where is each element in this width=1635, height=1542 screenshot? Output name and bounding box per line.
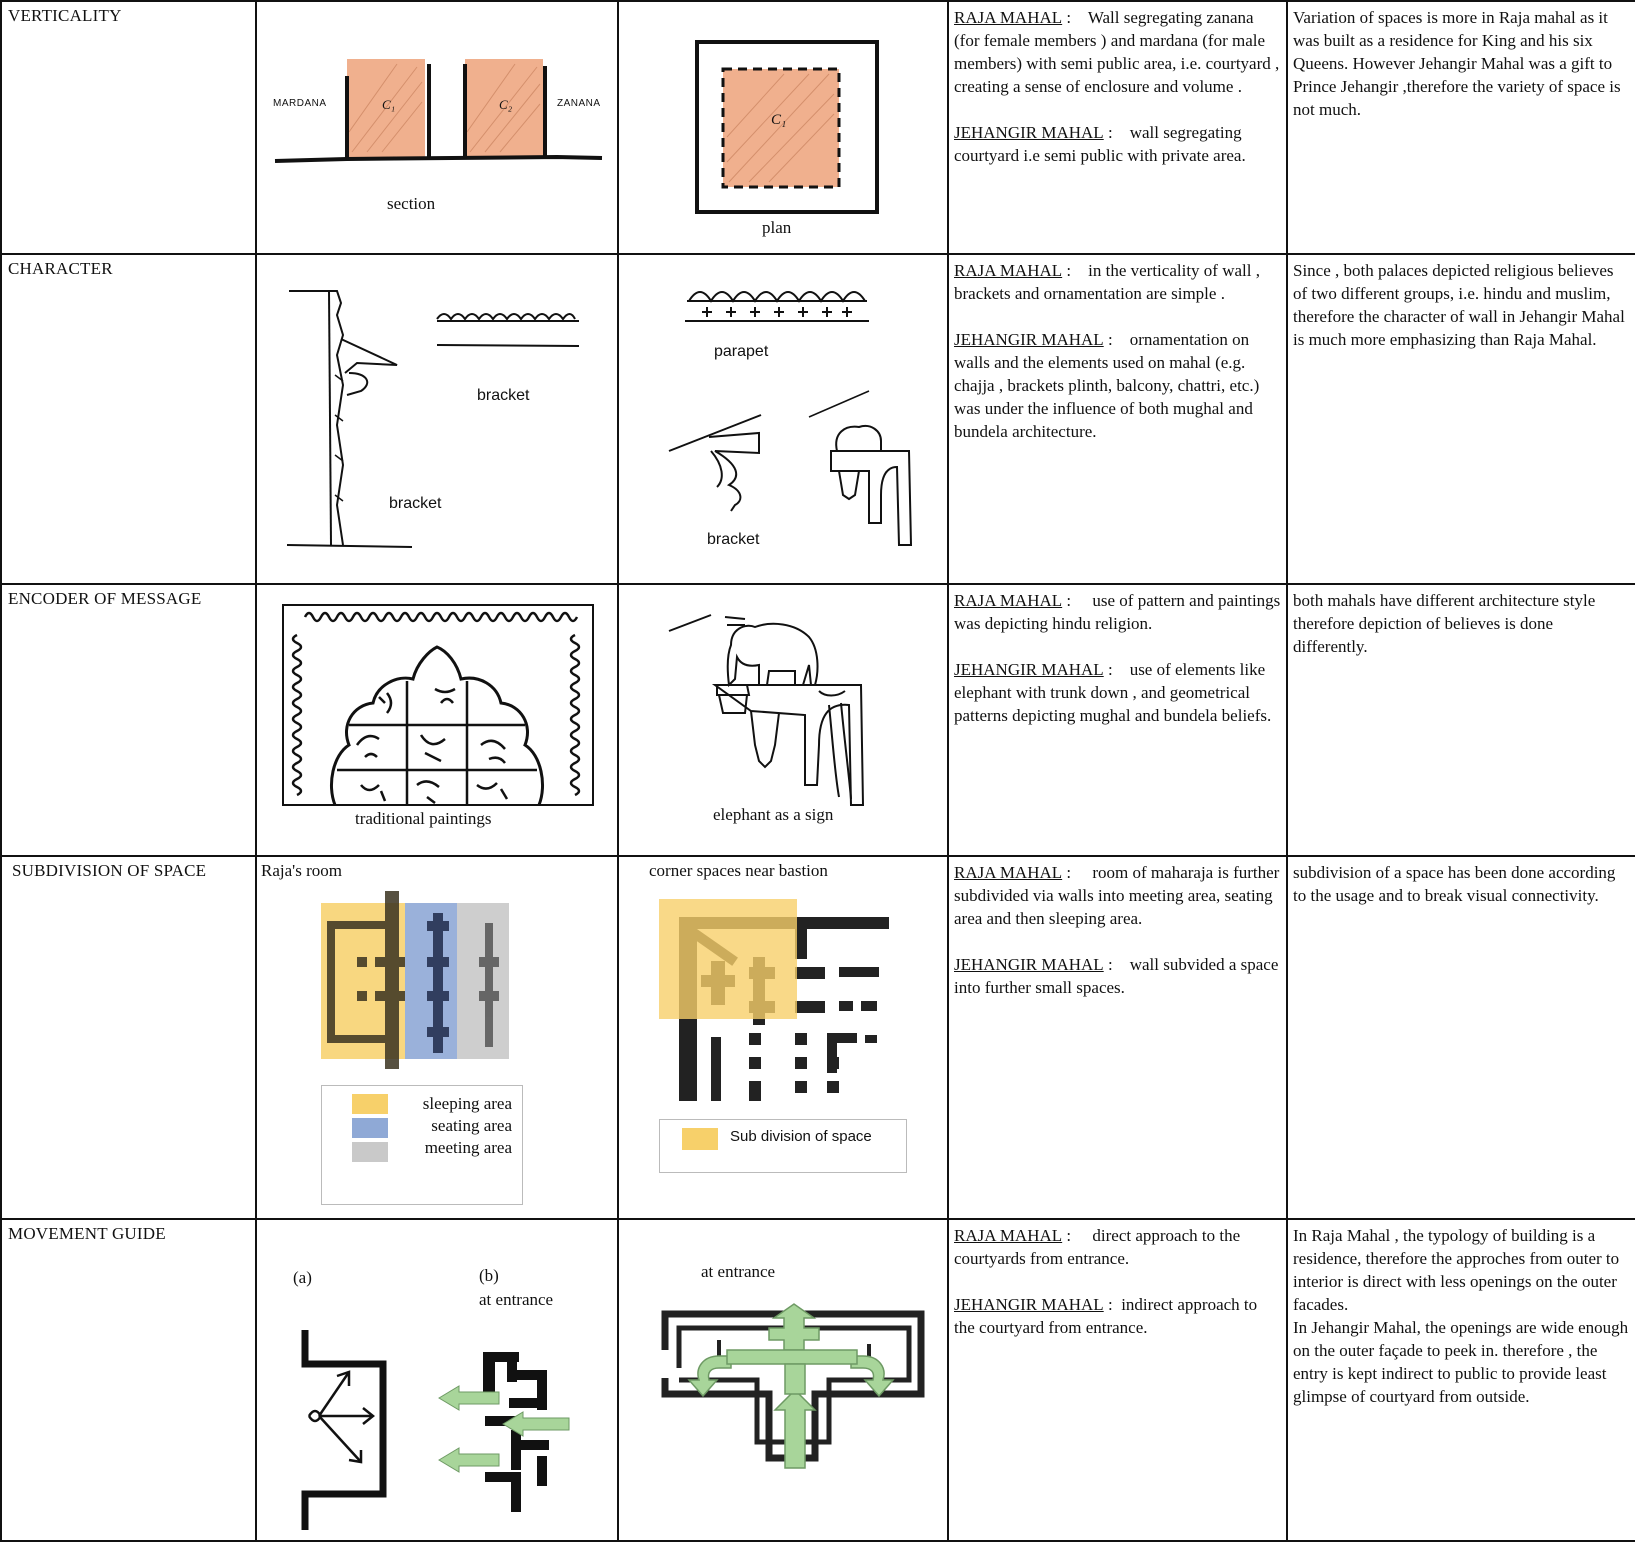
- movement-figure-cell: [256, 1219, 618, 1541]
- bracket-caption: bracket: [707, 531, 760, 548]
- figure-caption: traditional paintings: [355, 809, 492, 828]
- seating-area-swatch: [352, 1118, 388, 1138]
- description-text: RAJA MAHAL : Wall segregating zanana (for female members ) and mardana (for male members) with semi public area, i.e. courtyard , creating a sense of enclosure and volume . JEHANGIR MAHAL : wall segregating courtyard i.e semi public with private area.: [954, 8, 1280, 165]
- legend-label: meeting area: [424, 1138, 512, 1157]
- painting-figure-cell: [256, 584, 618, 856]
- row-header: MOVEMENT GUIDE: [8, 1224, 166, 1243]
- comparison-text: Variation of spaces is more in Raja mahal as it was built as a residence for King and his six Queens. However Jehangir Mahal was a gift to Prince Jehangir ,therefore the variety of space is not much.: [1293, 8, 1621, 119]
- raja-mahal-title: RAJA MAHAL: [954, 1226, 1063, 1245]
- comparison-text: subdivision of a space has been done according to the usage and to break visual connectivity.: [1293, 863, 1616, 905]
- legend: [321, 1085, 523, 1205]
- jehangir-mahal-text: ornamentation on walls and the elements used on mahal (e.g. chajja , brackets plinth, balcony, chattri, etc.) was under the influence of both mughal and bundela architecture.: [954, 330, 1260, 441]
- figure-caption: at entrance: [701, 1262, 776, 1281]
- figure-caption: at entrance: [479, 1290, 554, 1309]
- jehangir-mahal-title: JEHANGIR MAHAL: [954, 1295, 1104, 1314]
- entrance-movement-figure-cell: [618, 1219, 948, 1541]
- row-header: CHARACTER: [8, 259, 113, 278]
- zanana-label: ZANANA: [557, 98, 601, 109]
- jehangir-mahal-text: wall segregating courtyard i.e semi public with private area.: [954, 123, 1246, 165]
- mardana-label: MARDANA: [273, 98, 327, 109]
- parapet-caption: parapet: [714, 343, 769, 360]
- comparison-text: Since , both palaces depicted religious believes of two different groups, i.e. hindu and muslim, therefore the character of wall in Jehangir Mahal is much more emphasizing than Raja Mahal.: [1293, 261, 1625, 349]
- subdivision-swatch: [682, 1128, 718, 1150]
- figure-caption: section: [387, 194, 436, 213]
- movement-plans: [257, 1220, 618, 1541]
- raja-mahal-text: room of maharaja is further subdivided via walls into meeting area, seating area and then sleeping area.: [954, 863, 1280, 928]
- raja-mahal-text: Wall segregating zanana (for female members ) and mardana (for male members) with semi public area, i.e. courtyard , creating a sense of enclosure and volume .: [954, 8, 1280, 96]
- corner-spaces-figure-cell: [618, 856, 948, 1219]
- parapet-bracket-figure-cell: [618, 254, 948, 584]
- raja-mahal-text: direct approach to the courtyards from entrance.: [954, 1226, 1241, 1268]
- jehangir-mahal-title: JEHANGIR MAHAL: [954, 330, 1104, 349]
- description-text: RAJA MAHAL : in the verticality of wall , brackets and ornamentation are simple . JEHANGIR MAHAL : ornamentation on walls and the elements used on mahal (e.g. chajja , brackets plinth, balcony, chattri, etc.) was under the influence of both mughal and bundela architecture.: [954, 261, 1260, 441]
- table-row-movement-guide: [1, 1219, 1635, 1541]
- bracket-caption: bracket: [389, 495, 442, 512]
- description-text: RAJA MAHAL : use of pattern and paintings was depicting hindu religion. JEHANGIR MAHAL : use of elements like elephant with trunk down , and geometrical patterns depicting mughal and bundela beliefs.: [954, 591, 1281, 725]
- section-figure-cell: [256, 1, 618, 254]
- jehangir-mahal-text: wall subvided a space into further small spaces.: [954, 955, 1279, 997]
- description-text: RAJA MAHAL : direct approach to the courtyards from entrance. JEHANGIR MAHAL : indirect approach to the courtyard from entrance.: [954, 1226, 1258, 1337]
- raja-mahal-title: RAJA MAHAL: [954, 261, 1063, 280]
- table-row-verticality: [1, 1, 1635, 254]
- wall-bracket-sketch: [257, 255, 618, 584]
- legend-label: sleeping area: [422, 1094, 512, 1113]
- entrance-movement-plan: [619, 1220, 948, 1541]
- bracket-caption: bracket: [477, 387, 530, 404]
- jehangir-mahal-title: JEHANGIR MAHAL: [954, 123, 1104, 142]
- label-b: (b): [479, 1266, 499, 1285]
- table-row-subdivision-of-space: [1, 856, 1635, 1219]
- legend-label: Sub division of space: [730, 1128, 872, 1145]
- legend-label: seating area: [431, 1116, 512, 1135]
- table-row-encoder-of-message: [1, 584, 1635, 856]
- jehangir-mahal-title: JEHANGIR MAHAL: [954, 660, 1104, 679]
- raja-mahal-text: use of pattern and paintings was depicting hindu religion.: [954, 591, 1281, 633]
- elephant-figure-cell: [618, 584, 948, 856]
- raja-mahal-title: RAJA MAHAL: [954, 591, 1063, 610]
- raja-mahal-title: RAJA MAHAL: [954, 8, 1063, 27]
- label-a: (a): [293, 1268, 312, 1287]
- row-header: VERTICALITY: [8, 6, 122, 25]
- courtyard-c1-label: C₁: [382, 97, 396, 112]
- comparison-text: In Raja Mahal , the typology of building is a residence, therefore the approches from outer to interior is direct with less openings on the outer facades. In Jehangir Mahal, the openings are wide enough on the outer façade to peek in. therefore , the entry is kept indirect to public to provide least glimpse of courtyard from outside.: [1293, 1226, 1629, 1406]
- figure-caption: plan: [762, 218, 792, 237]
- courtyard-c1-label: C₁: [771, 112, 787, 128]
- parapet-bracket-sketch: [619, 255, 948, 584]
- figure-title: corner spaces near bastion: [649, 861, 828, 880]
- sleeping-area-swatch: [352, 1094, 388, 1114]
- legend: [659, 1119, 907, 1173]
- description-text: RAJA MAHAL : room of maharaja is further subdivided via walls into meeting area, seating area and then sleeping area. JEHANGIR MAHAL : wall subvided a space into further small spaces.: [954, 863, 1280, 997]
- meeting-area-swatch: [352, 1142, 388, 1162]
- jehangir-mahal-text: use of elements like elephant with trunk down , and geometrical patterns depicting mughal and bundela beliefs.: [954, 660, 1272, 725]
- raja-mahal-title: RAJA MAHAL: [954, 863, 1063, 882]
- courtyard-c2-label: C₂: [499, 97, 513, 112]
- comparison-text: both mahals have different architecture style therefore depiction of believes is done differently.: [1293, 591, 1596, 656]
- table-row-character: [1, 254, 1635, 584]
- figure-title: Raja's room: [261, 861, 342, 880]
- bracket-figure-cell: [256, 254, 618, 584]
- jehangir-mahal-title: JEHANGIR MAHAL: [954, 955, 1104, 974]
- rajas-room-figure-cell: [256, 856, 618, 1219]
- plan-figure-cell: [618, 1, 948, 254]
- row-header: SUBDIVISION OF SPACE: [12, 861, 207, 880]
- jehangir-mahal-text: indirect approach to the courtyard from entrance.: [954, 1295, 1258, 1337]
- row-header: ENCODER OF MESSAGE: [8, 589, 202, 608]
- raja-mahal-text: in the verticality of wall , brackets and ornamentation are simple .: [954, 261, 1260, 303]
- section-sketch: [257, 2, 618, 254]
- figure-caption: elephant as a sign: [713, 805, 834, 824]
